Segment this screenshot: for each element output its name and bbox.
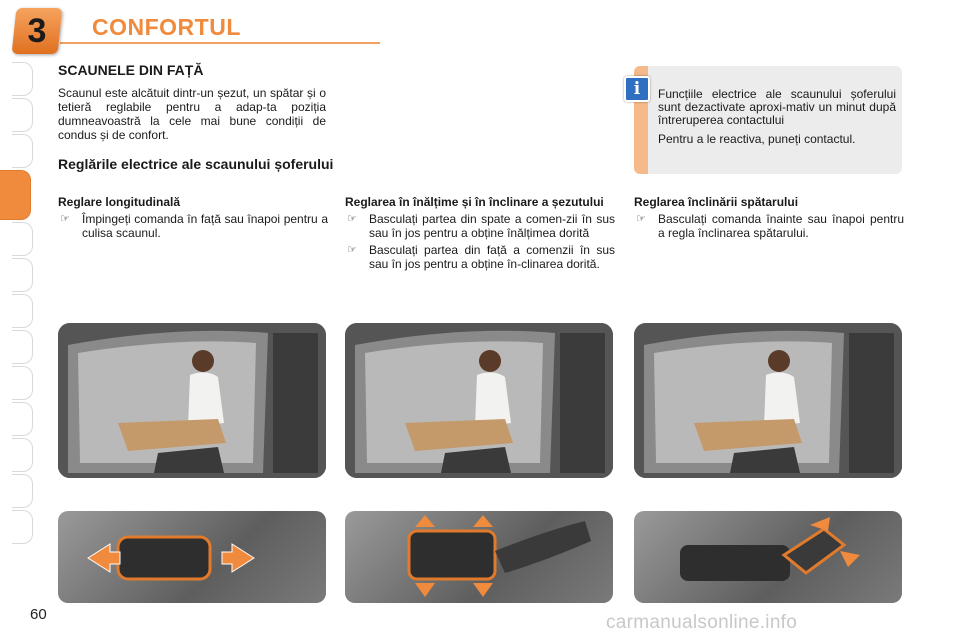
column-heading: Reglare longitudinală (58, 195, 181, 209)
chapter-tab-strip (0, 62, 34, 572)
bullet-text: Basculați comanda înainte sau înapoi pentru a regla înclinarea spătarului. (658, 212, 904, 240)
chapter-tab[interactable] (12, 474, 33, 508)
info-paragraph: Funcțiile electrice ale scaunului șoferului sunt dezactivate aproxi-mativ un minut după întreruperea contactului (658, 87, 896, 127)
info-icon: i (624, 76, 650, 102)
pointing-hand-icon: ☞ (347, 213, 357, 225)
chapter-tab[interactable] (12, 98, 33, 132)
bullet-item (634, 213, 904, 240)
chapter-number-badge (12, 8, 63, 54)
bullet-item (345, 244, 615, 271)
seat-photo-backrest (634, 323, 902, 478)
pointing-hand-icon: ☞ (60, 213, 70, 225)
bullet-item (58, 213, 328, 240)
page-number: 60 (30, 606, 47, 623)
section-title: SCAUNELE DIN FAȚĂ (58, 62, 204, 78)
chapter-tab[interactable] (12, 258, 33, 292)
control-closeup-longitudinal (58, 511, 326, 603)
bullet-item (345, 213, 615, 240)
column-height-tilt (345, 196, 615, 271)
chapter-tab[interactable] (12, 402, 33, 436)
chapter-tab[interactable] (12, 294, 33, 328)
seat-photo-height (345, 323, 613, 478)
info-text (658, 88, 896, 152)
chapter-title: CONFORTUL (92, 14, 241, 40)
chapter-tab[interactable] (12, 510, 33, 544)
control-closeup-height (345, 511, 613, 603)
chapter-tab[interactable] (12, 330, 33, 364)
column-heading: Reglarea înclinării spătarului (634, 195, 799, 209)
intro-paragraph: Scaunul este alcătuit dintr-un șezut, un spătar și o tetieră reglabile pentru a adap-ta poziția dumneavoastră la cele mai bune condiții de condus și de confort. (58, 86, 326, 142)
subsection-title: Reglările electrice ale scaunului șoferului (58, 156, 334, 172)
pointing-hand-icon: ☞ (636, 213, 646, 225)
bullet-text: Împingeți comanda în față sau înapoi pentru a culisa scaunul. (82, 212, 328, 240)
chapter-tab-active[interactable] (0, 170, 31, 220)
column-heading: Reglarea în înălțime și în înclinare a șezutului (345, 195, 604, 209)
chapter-tab[interactable] (12, 366, 33, 400)
column-backrest (634, 196, 904, 240)
chapter-tab[interactable] (12, 134, 33, 168)
bullet-text: Basculați partea din spate a comen-zii în sus sau în jos pentru a obține înălțimea dorită (369, 212, 615, 240)
control-closeup-backrest (634, 511, 902, 603)
bullet-text: Basculați partea din față a comenzii în sus sau în jos pentru a obține în-clinarea dorită. (369, 243, 615, 271)
chapter-tab[interactable] (12, 438, 33, 472)
chapter-tab[interactable] (12, 222, 33, 256)
column-longitudinal (58, 196, 328, 240)
chapter-tab[interactable] (12, 62, 33, 96)
chapter-number: 3 (27, 12, 47, 50)
seat-photo-longitudinal (58, 323, 326, 478)
pointing-hand-icon: ☞ (347, 244, 357, 256)
watermark: carmanualsonline.info (606, 612, 798, 633)
info-paragraph: Pentru a le reactiva, puneți contactul. (658, 132, 856, 146)
